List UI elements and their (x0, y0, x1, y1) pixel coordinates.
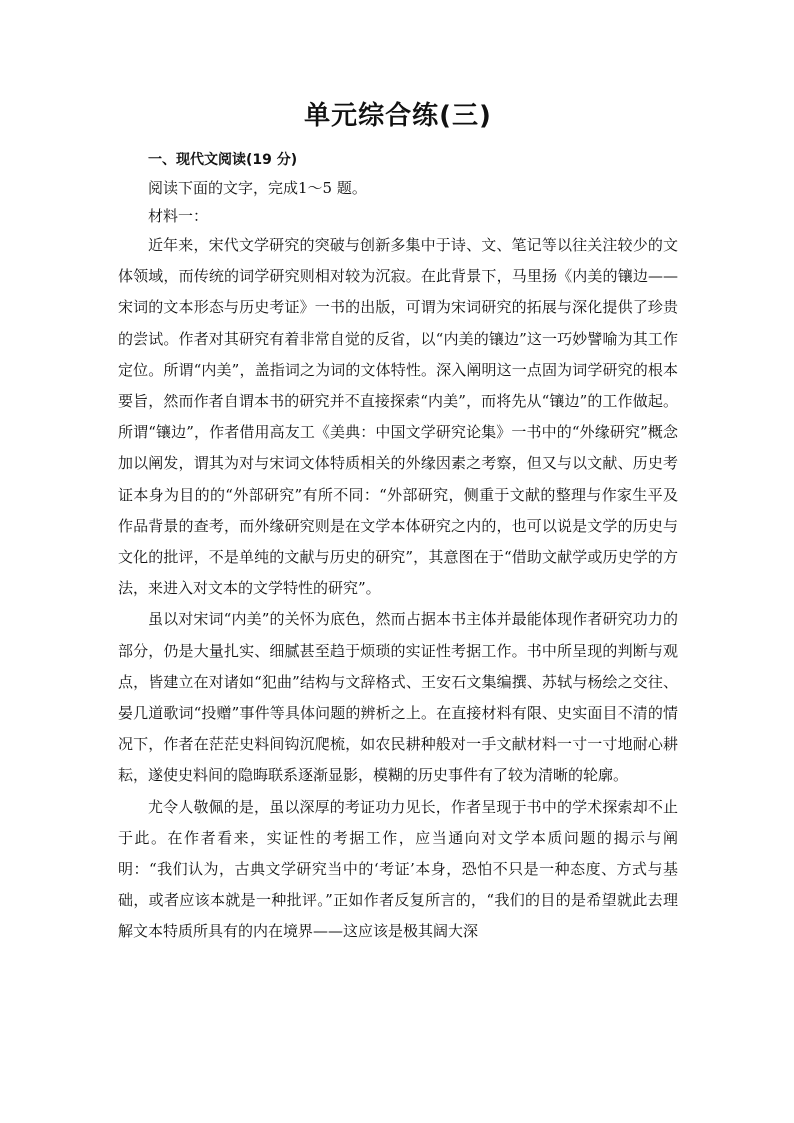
material-label: 材料一： (148, 207, 209, 225)
paragraph-3: 尤令人敬佩的是，虽以深厚的考证功力见长，作者呈现于书中的学术探索却不止于此。在作者看来，实证性的考据工作，应当通向对文学本质问题的揭示与阐明：“我们认为，古典文学研究当中的‘考证’本身，恐怕不只是一种态度、方式与基础，或者应该本就是一种批评。”正如作者反复所言的，“我们的目的是希望就此去理解文本特质所具有的内在境界——这应该是极其阔大深 (118, 797, 678, 941)
reading-instruction: 阅读下面的文字，完成1～5 题。 (148, 179, 367, 197)
document-page (118, 96, 678, 948)
paragraph-2: 虽以对宋词“内美”的关怀为底色，然而占据本书主体并最能体现作者研究功力的部分，仍是大量扎实、细腻甚至趋于烦琐的实证性考据工作。书中所呈现的判断与观点，皆建立在对诸如“犯曲”结构与文辞格式、王安石文集编撰、苏轼与杨绘之交往、晏几道歌词“投赠”事件等具体问题的辨析之上。在直接材料有限、史实面目不清的情况下，作者在茫茫史料间钩沉爬梳，如农民耕种般对一手文献材料一寸一寸地耐心耕耘，遂使史料间的隐晦联系逐渐显影，模糊的历史事件有了较为清晰的轮廓。 (118, 610, 678, 785)
section-heading: 一、现代文阅读(19 分) (148, 152, 298, 168)
page-title: 单元综合练(三) (304, 101, 492, 131)
paragraph-1: 近年来，宋代文学研究的突破与创新多集中于诗、文、笔记等以往关注较少的文体领域，而传统的词学研究则相对较为沉寂。在此背景下，马里扬《内美的镶边——宋词的文本形态与历史考证》一书的出版，可谓为宋词研究的拓展与深化提供了珍贵的尝试。作者对其研究有着非常自觉的反省，以“内美的镶边”这一巧妙譬喻为其工作定位。所谓“内美”，盖指词之为词的文体特性。深入阐明这一点固为词学研究的根本要旨，然而作者自谓本书的研究并不直接探索“内美”，而将先从“镶边”的工作做起。所谓“镶边”，作者借用高友工《美典：中国文学研究论集》一书中的“外缘研究”概念加以阐发，谓其为对与宋词文体特质相关的外缘因素之考察，但又与以文献、历史考证本身为目的的“外部研究”有所不同：“外部研究，侧重于文献的整理与作家生平及作品背景的查考，而外缘研究则是在文学本体研究之内的，也可以说是文学的历史与文化的批评，不是单纯的文献与历史的研究”，其意图在于“借助文献学或历史学的方法，来进入对文本的文学特性的研究”。 (118, 236, 678, 598)
